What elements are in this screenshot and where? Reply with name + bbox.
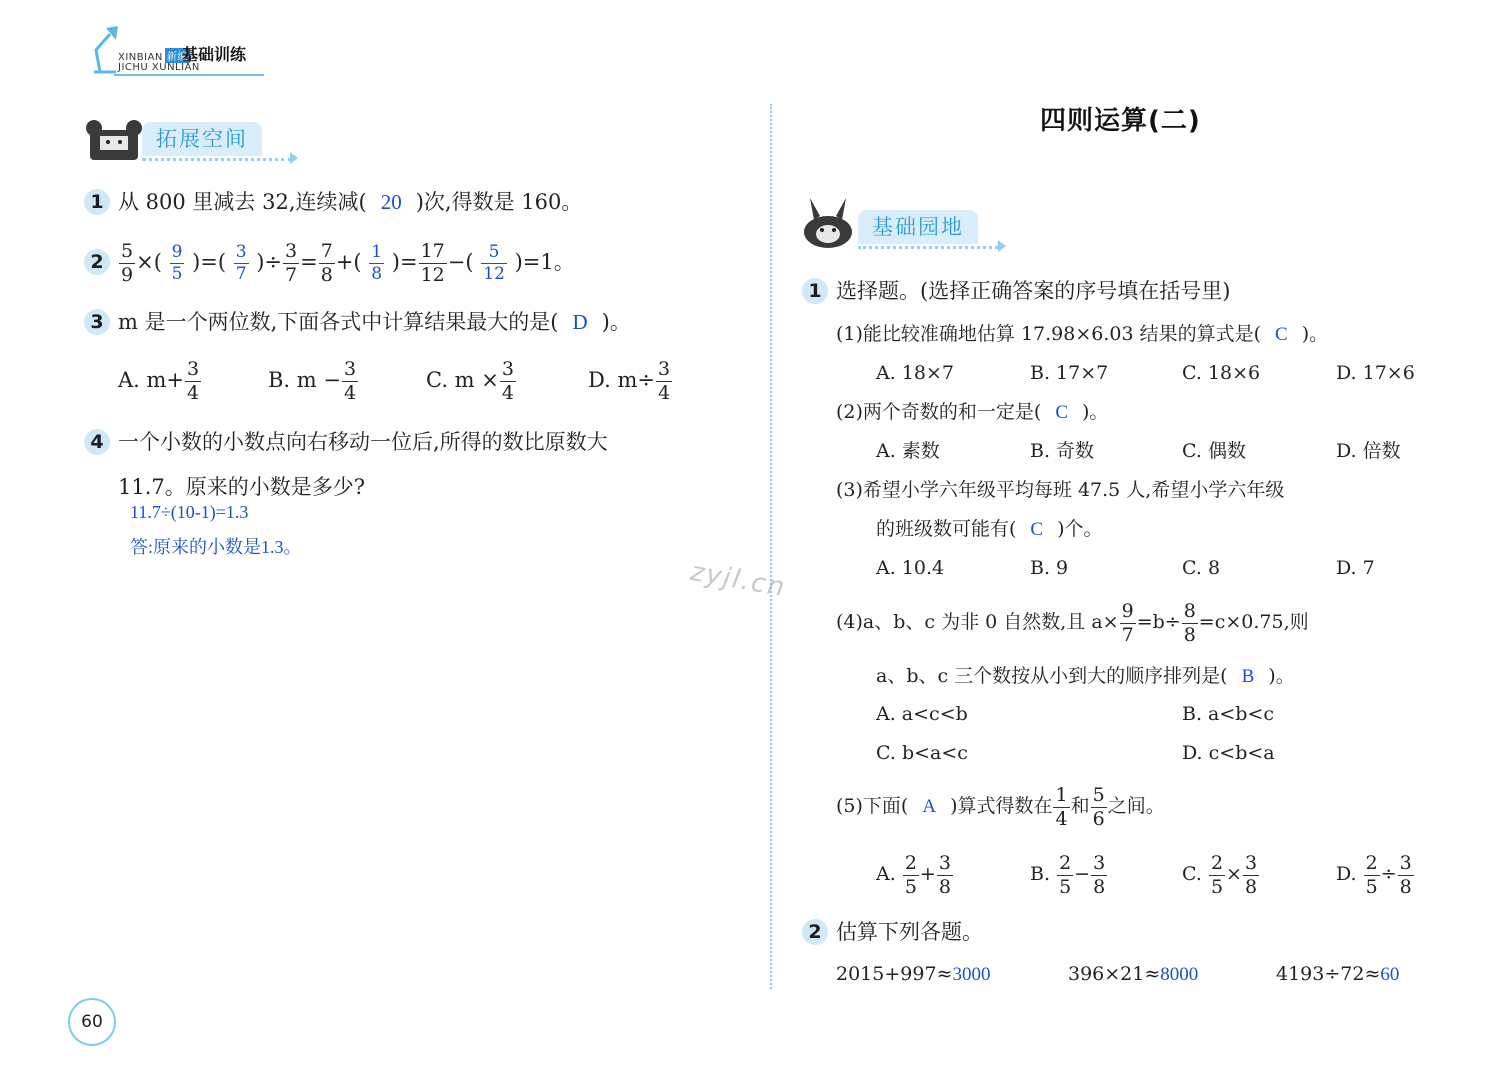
answer: 3000	[952, 964, 991, 985]
question-number: 2	[84, 249, 110, 275]
right-q1-sub4-line2: a、b、c 三个数按从小到大的顺序排列是( B )。	[876, 665, 1295, 687]
question-number: 2	[802, 919, 828, 945]
rabbit-mascot-icon	[800, 194, 856, 250]
fraction: $\frac{7}{8}$	[320, 240, 333, 286]
answer: 8000	[1160, 964, 1199, 985]
option: B. $\frac{2}{5}$ − $\frac{3}{8}$	[1030, 851, 1106, 898]
banner-dotted-line	[858, 246, 998, 249]
estimate-item: 396×21≈8000	[1068, 963, 1199, 985]
logo-underline	[114, 74, 264, 76]
option: C. $\frac{2}{5}$ × $\frac{3}{8}$	[1182, 851, 1258, 898]
left-q1-text: 从 800 里减去 32,连续减( 20 )次,得数是 160。	[118, 190, 583, 214]
left-q3-option-a: A. m+ $\frac{3}{4}$	[118, 358, 200, 404]
option: A. 18×7	[876, 362, 954, 384]
option: A. 素数	[876, 440, 940, 462]
option: B. a<b<c	[1182, 703, 1275, 725]
desk-lamp-icon	[88, 22, 122, 76]
banner-title: 拓展空间	[142, 122, 262, 156]
right-q1-sub4-line1: (4)a、b、c 为非 0 自然数,且 a× $\frac{9}{7}$ =b÷ $\frac{8}{8}$ =c×0.75,则	[836, 599, 1309, 646]
left-q2-equation: $\frac{5}{9}$ ×( $\frac{9}{5}$ )=( $\frac{3}{7}$ )÷ $\frac{3}{7}$ = $\frac{7}{8}$ +( $\frac{1}{8}$ )= $\frac{17}{12}$ −( $\frac{5}{12}$ )=1。	[121, 240, 575, 286]
fraction: $\frac{3}{7}$	[285, 240, 298, 286]
left-q4-work: 11.7÷(10-1)=1.3	[130, 502, 249, 522]
option: D. c<b<a	[1182, 742, 1275, 764]
fraction: $\frac{17}{12}$	[420, 240, 445, 286]
answer-fraction: $\frac{3}{7}$	[235, 242, 247, 284]
answer: D	[572, 310, 588, 334]
option: A. a<c<b	[876, 703, 968, 725]
question-number: 1	[802, 278, 828, 304]
left-q3-option-c: C. m × $\frac{3}{4}$	[426, 358, 514, 404]
question-number: 1	[84, 189, 110, 215]
option: C. b<a<c	[876, 742, 968, 764]
banner-arrow-icon	[290, 152, 298, 164]
logo-badge: 新编	[165, 48, 190, 63]
left-q3-option-d: D. m÷ $\frac{3}{4}$	[588, 358, 671, 404]
right-q1-heading: 选择题。(选择正确答案的序号填在括号里)	[836, 279, 1231, 303]
logo-title: 基础训练	[182, 45, 247, 64]
fraction: $\frac{5}{9}$	[121, 240, 134, 286]
option: C. 8	[1182, 557, 1221, 579]
page-number: 60	[68, 998, 116, 1046]
left-q4-answer: 答:原来的小数是1.3。	[130, 537, 302, 557]
koala-mascot-icon	[84, 116, 144, 162]
estimate-item: 2015+997≈3000	[836, 963, 991, 985]
left-q4-line1: 一个小数的小数点向右移动一位后,所得的数比原数大	[118, 430, 608, 454]
right-q2-heading: 估算下列各题。	[836, 920, 983, 944]
answer-fraction: $\frac{1}{8}$	[371, 242, 383, 284]
answer: 60	[1380, 964, 1400, 985]
left-q3-option-b: B. m − $\frac{3}{4}$	[268, 358, 357, 404]
banner-arrow-icon	[998, 240, 1006, 252]
option: A. 10.4	[876, 557, 945, 579]
watermark: zyjl.cn	[688, 556, 789, 604]
answer: A	[922, 796, 937, 817]
page-title: 四则运算(二)	[1040, 106, 1201, 136]
option: C. 偶数	[1182, 440, 1246, 462]
right-q1-sub2: (2)两个奇数的和一定是( C )。	[836, 401, 1109, 423]
answer: B	[1241, 666, 1255, 687]
option: B. 17×7	[1030, 362, 1109, 384]
option: D. 7	[1336, 557, 1375, 579]
option: C. 18×6	[1182, 362, 1261, 384]
section-banner-extension	[84, 116, 304, 162]
right-q1-sub1: (1)能比较准确地估算 17.98×6.03 结果的算式是( C )。	[836, 323, 1329, 345]
answer: C	[1055, 402, 1069, 423]
left-q4-line2: 11.7。原来的小数是多少?	[118, 475, 366, 499]
option: D. 17×6	[1336, 362, 1415, 384]
right-q1-sub5: (5)下面( A )算式得数在 $\frac{1}{4}$ 和 $\frac{5}{6}$ 之间。	[836, 783, 1165, 830]
answer: C	[1275, 324, 1288, 345]
right-q1-sub3-line2: 的班级数可能有( C )个。	[876, 518, 1103, 540]
option: D. $\frac{2}{5}$ ÷ $\frac{3}{8}$	[1336, 851, 1412, 898]
page-divider	[770, 104, 772, 989]
question-number: 3	[84, 309, 110, 335]
right-q1-sub3-line1: (3)希望小学六年级平均每班 47.5 人,希望小学六年级	[836, 479, 1285, 501]
banner-title: 基础园地	[858, 210, 978, 244]
logo-pinyin-line2: JICHU XUNLIAN	[118, 62, 200, 73]
left-q3-text: m 是一个两位数,下面各式中计算结果最大的是( D )。	[118, 310, 631, 334]
option: A. $\frac{2}{5}$ + $\frac{3}{8}$	[876, 851, 951, 898]
logo-pinyin-line1: XINBIAN 新编	[118, 48, 192, 63]
option: D. 倍数	[1336, 440, 1401, 462]
banner-dotted-line	[142, 158, 292, 161]
answer-fraction: $\frac{9}{5}$	[171, 242, 183, 284]
option: B. 奇数	[1030, 440, 1095, 462]
question-number: 4	[84, 429, 110, 455]
option: B. 9	[1030, 557, 1069, 579]
answer: C	[1030, 519, 1044, 540]
estimate-item: 4193÷72≈60	[1276, 963, 1400, 985]
section-banner-basics	[800, 204, 1020, 250]
answer: 20	[380, 190, 402, 214]
answer-fraction: $\frac{5}{12}$	[483, 242, 505, 284]
